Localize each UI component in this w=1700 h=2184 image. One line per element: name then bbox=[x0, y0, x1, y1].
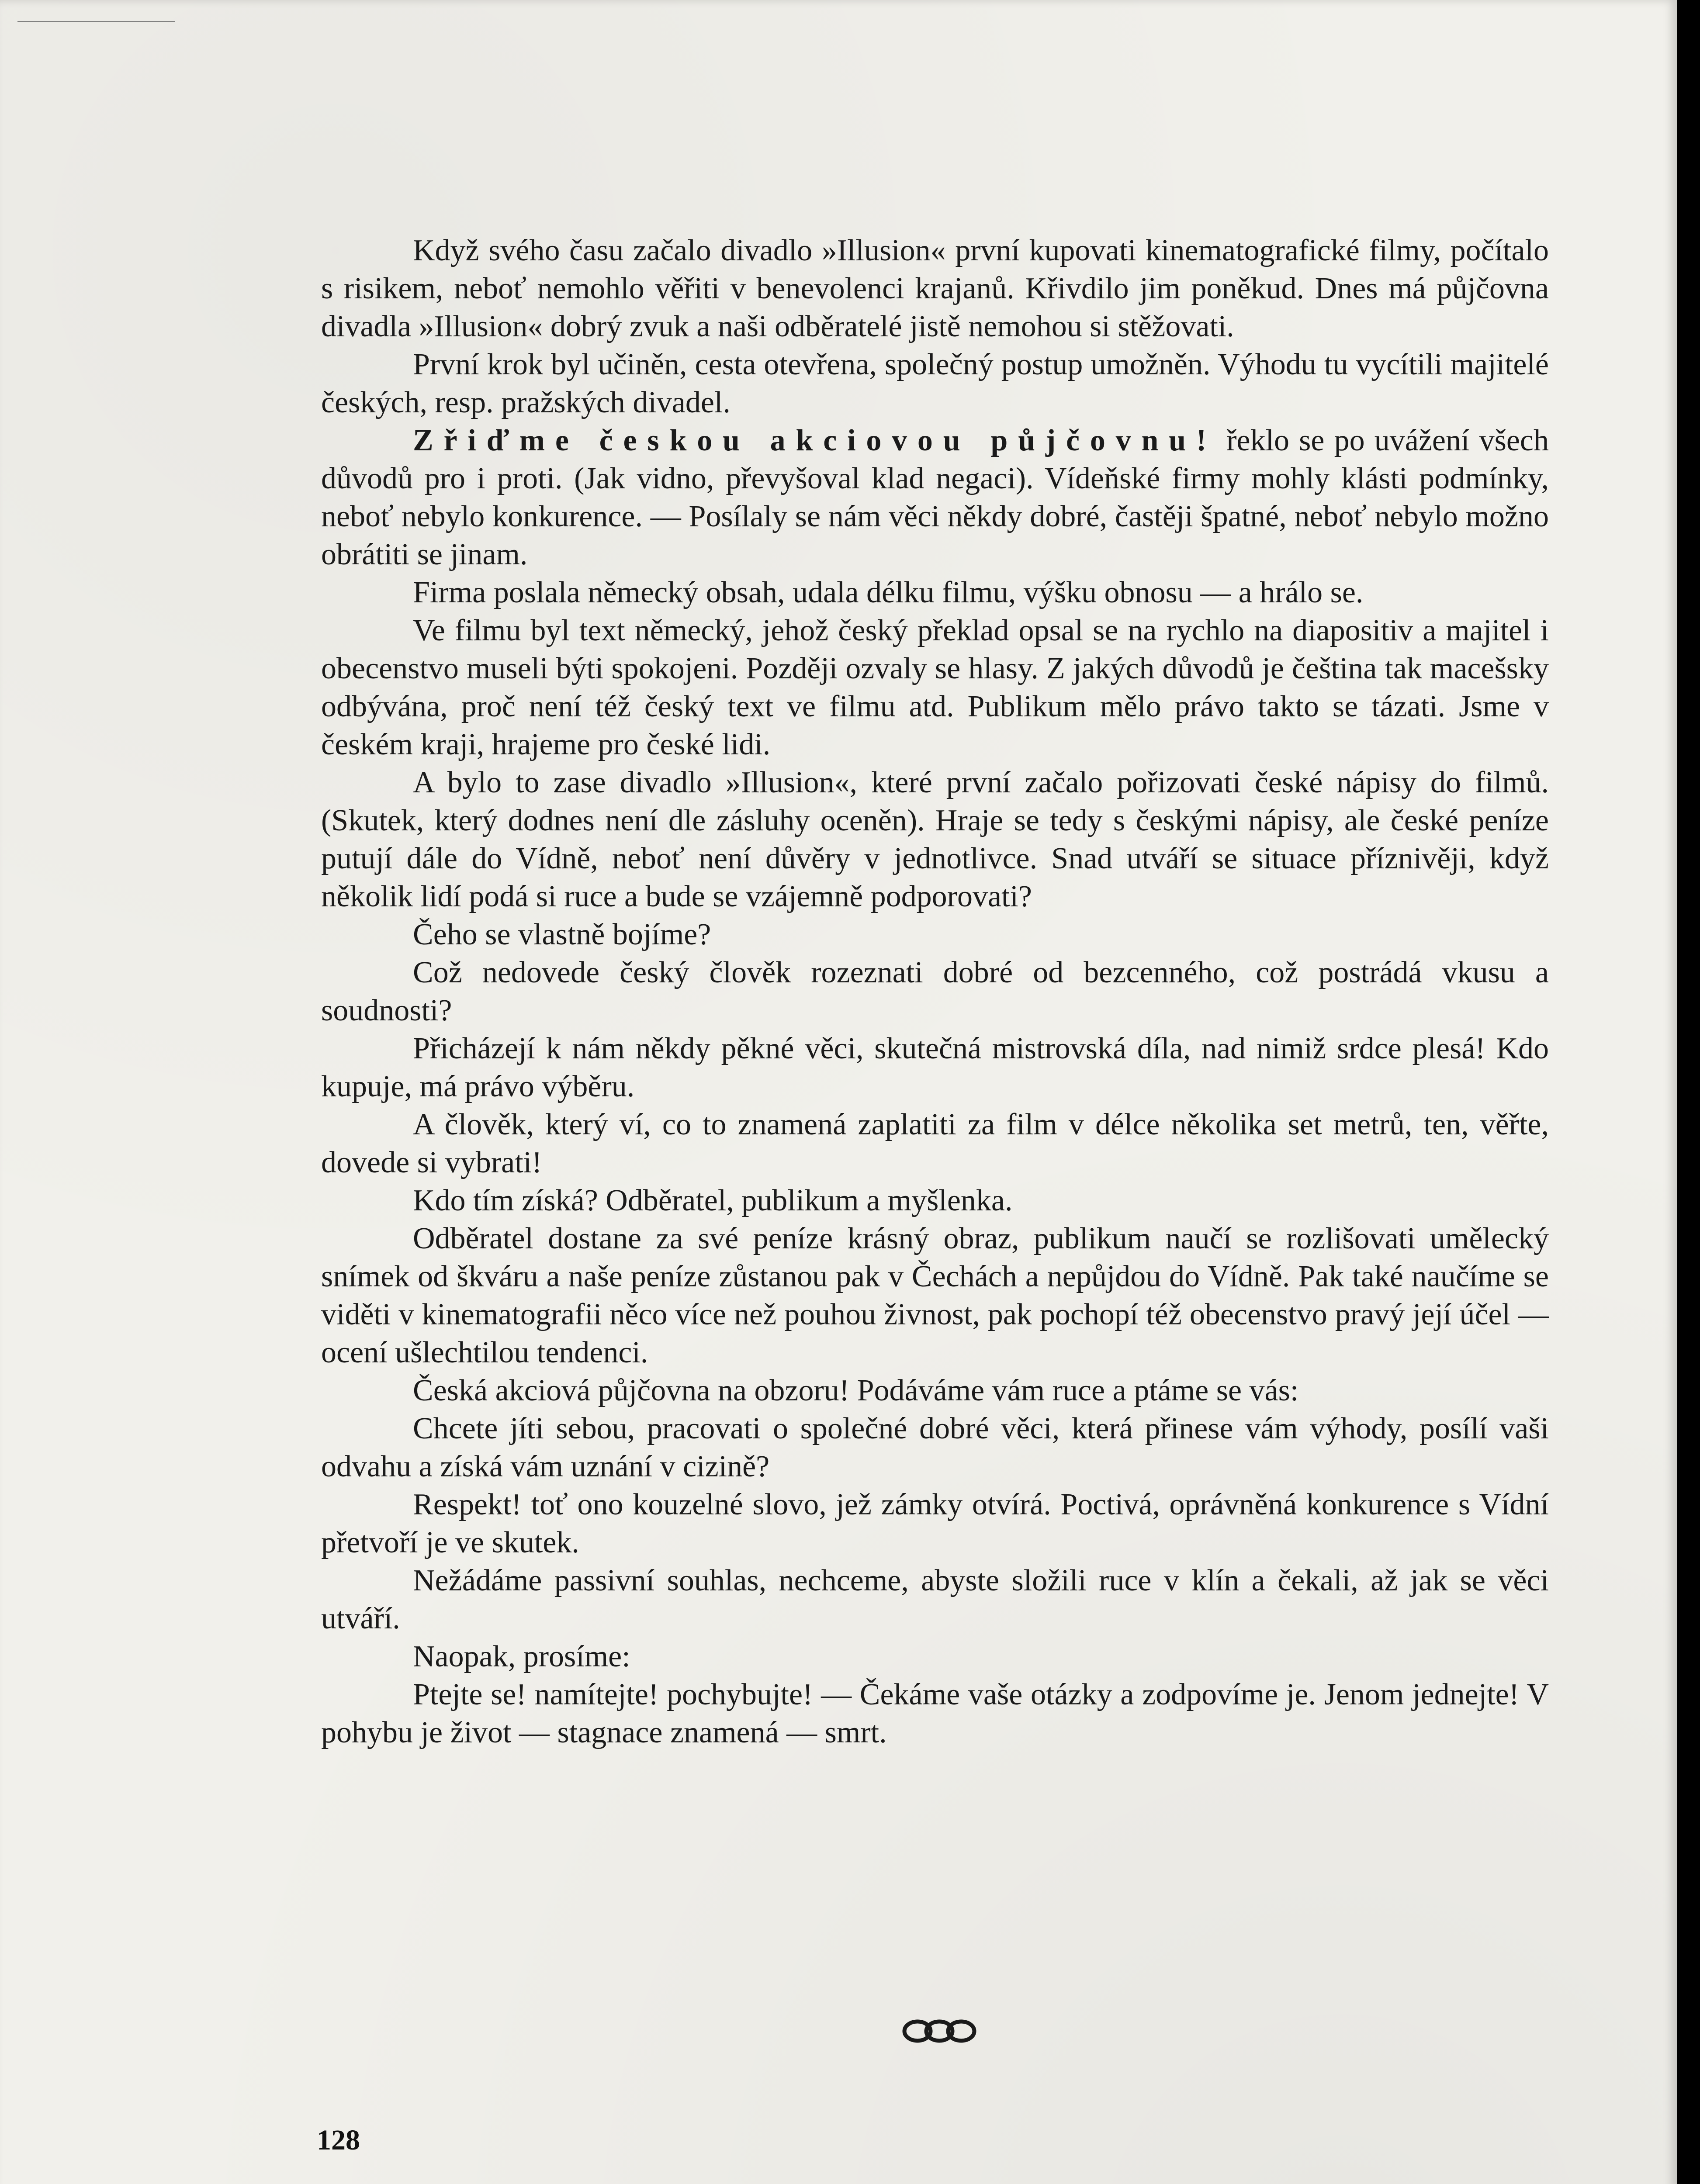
paragraph-12: Odběratel dostane za své peníze krásný obraz, publikum naučí se rozlišovati umělecký snímek od škváru a naše peníze zůstanou pak v Čechách a nepůjdou do Vídně. Pak také naučíme se viděti v kinematografii něco více než pouhou živnost, pak pochopí též obecenstvo pravý její účel — ocení ušlechtilou tendenci. bbox=[321, 1222, 1549, 1369]
paragraph-3 bbox=[321, 422, 1549, 574]
paragraph-10: A člověk, který ví, co to znamená zaplatiti za film v délce několika set metrů, ten, věřte, dovede si vybrati! bbox=[321, 1108, 1549, 1179]
paragraph-9: Přicházejí k nám někdy pěkné věci, skutečná mistrovská díla, nad nimiž srdce plesá! Kdo kupuje, má právo výběru. bbox=[321, 1032, 1549, 1103]
paragraph-1: Když svého času začalo divadlo »Illusion« první kupovati kinematografické filmy, počítalo s risikem, neboť nemohlo věřiti v benevolenci krajanů. Křivdilo jim poněkud. Dnes má půjčovna divadla »Illusion« dobrý zvuk a naši odběratelé jistě nemohou si stěžovati. bbox=[321, 234, 1549, 343]
paragraph-8: Což nedovede český člověk rozeznati dobré od bezcenného, což postrádá vkusu a soudnosti? bbox=[321, 956, 1549, 1027]
paragraph-14: Chcete jíti sebou, pracovati o společné dobré věci, která přinese vám výhody, posílí vaši odvahu a získá vám uznání v cizině? bbox=[321, 1412, 1549, 1483]
paragraph-7: Čeho se vlastně bojíme? bbox=[413, 918, 711, 951]
paragraph-6: A bylo to zase divadlo »Illusion«, které první začalo pořizovati české nápisy do filmů. (Skutek, který dodnes není dle zásluhy oceněn). Hraje se tedy s českými nápisy, ale české peníze putují dále do Vídně, neboť není důvěry v jednotlivce. Snad utváří se situace příznivěji, když několik lidí podá si ruce a bude se vzájemně podporovati? bbox=[321, 766, 1549, 913]
page-number: 128 bbox=[317, 2124, 360, 2156]
edge-mark bbox=[17, 21, 175, 22]
paragraph-16: Nežádáme passivní souhlas, nechceme, abyste složili ruce v klín a čekali, až jak se věci utváří. bbox=[321, 1564, 1549, 1635]
paragraph-3-rest: řeklo se po uvážení všech důvodů pro i proti. (Jak vidno, převyšoval klad negaci). Vídeňské firmy mohly klásti podmínky, neboť nebylo konkurence. — Posílaly se nám věci někdy dobré, častěji špatné, neboť nebylo možno obrátiti se jinam. bbox=[321, 424, 1549, 571]
paragraph-4: Firma poslala německý obsah, udala délku filmu, výšku obnosu — a hrálo se. bbox=[413, 576, 1364, 609]
article-body bbox=[321, 232, 1549, 1752]
spaced-slogan: Zřiďme českou akciovou půjčovnu! bbox=[413, 424, 1217, 457]
loop-ornament-icon bbox=[900, 2018, 979, 2044]
paragraph-11: Kdo tím získá? Odběratel, publikum a myšlenka. bbox=[413, 1184, 1013, 1217]
paragraph-2: První krok byl učiněn, cesta otevřena, společný postup umožněn. Výhodu tu vycítili majitelé českých, resp. pražských divadel. bbox=[321, 348, 1549, 419]
paragraph-17: Naopak, prosíme: bbox=[413, 1640, 630, 1673]
paragraph-5: Ve filmu byl text německý, jehož český překlad opsal se na rychlo na diapositiv a majitel i obecenstvo museli býti spokojeni. Později ozvaly se hlasy. Z jakých důvodů je čeština tak macešsky odbývána, proč není též český text ve filmu atd. Publikum mělo právo takto se tázati. Jsme v českém kraji, hrajeme pro české lidi. bbox=[321, 614, 1549, 761]
paragraph-15: Respekt! toť ono kouzelné slovo, jež zámky otvírá. Poctivá, oprávněná konkurence s Vídní přetvoří je ve skutek. bbox=[321, 1488, 1549, 1559]
paragraph-13: Česká akciová půjčovna na obzoru! Podáváme vám ruce a ptáme se vás: bbox=[413, 1374, 1299, 1407]
paragraph-18: Ptejte se! namítejte! pochybujte! — Čekáme vaše otázky a zodpovíme je. Jenom jednejte! V pohybu je život — stagnace znamená — smrt. bbox=[321, 1678, 1549, 1749]
